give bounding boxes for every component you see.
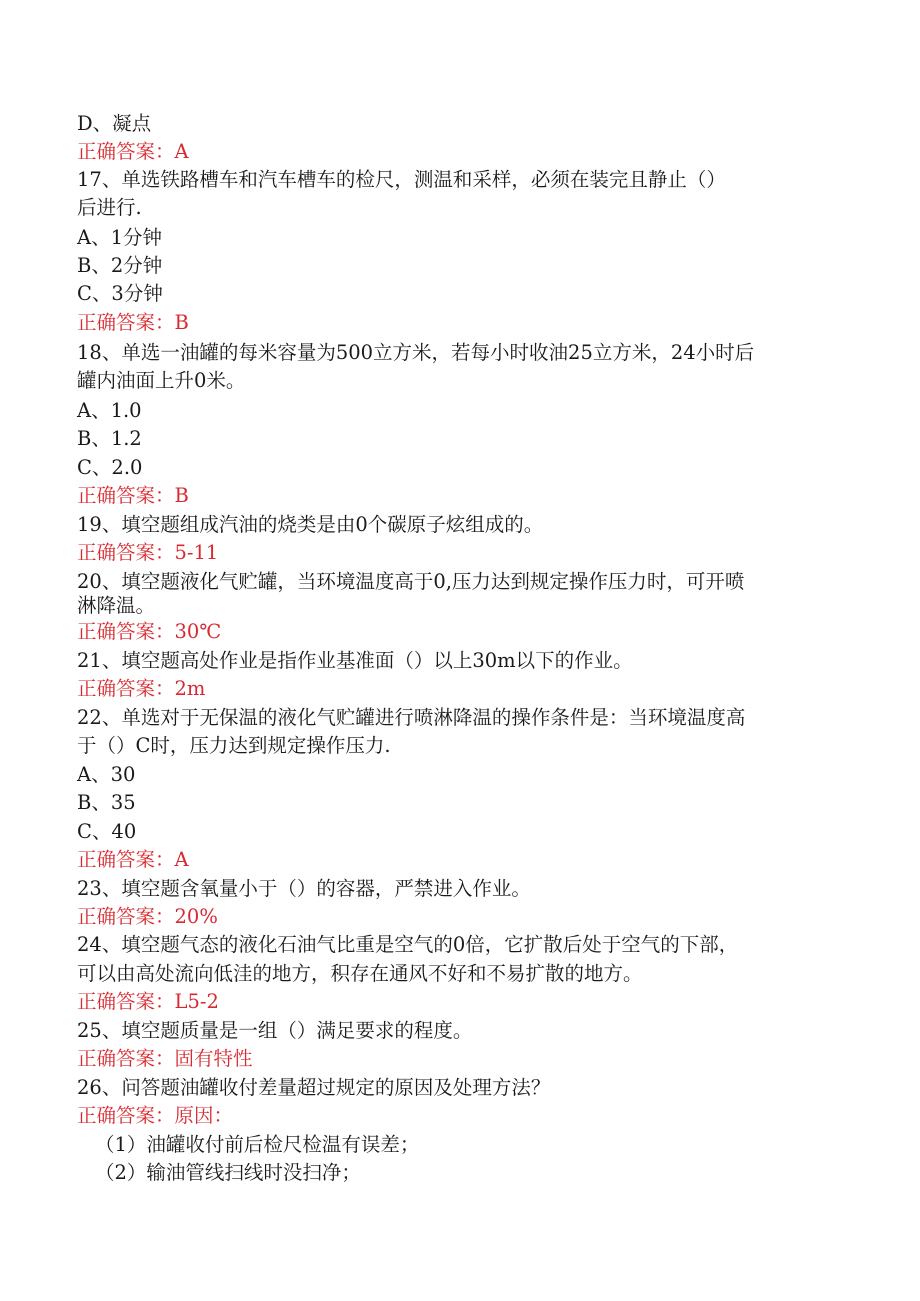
answer-line <box>77 1045 253 1073</box>
question-stem-continued: 罐内油面上升0米。 <box>77 369 246 392</box>
answer-line <box>77 675 205 703</box>
answer-value: 2m <box>174 677 206 700</box>
answer-label: 正确答案： <box>77 905 175 928</box>
answer-label: 正确答案： <box>77 1104 175 1127</box>
answer-label: 正确答案： <box>77 541 175 564</box>
answer-label: 正确答案： <box>77 677 175 700</box>
option-a: A、1分钟 <box>77 226 162 249</box>
answer-value: 30℃ <box>174 620 222 643</box>
question-stem-continued: 可以由高处流向低洼的地方，积存在通风不好和不易扩散的地方。 <box>77 962 643 985</box>
answer-label: 正确答案： <box>77 484 175 507</box>
option-b: B、2分钟 <box>77 254 163 277</box>
answer-value: 原因： <box>174 1104 234 1127</box>
answer-value: A <box>174 848 189 871</box>
question-stem: 22、单选对于无保温的液化气贮罐进行喷淋降温的操作条件是：当环境温度高 <box>77 706 746 729</box>
option-b: B、35 <box>77 791 136 814</box>
answer-line <box>77 1102 233 1130</box>
question-stem: 26、问答题油罐收付差量超过规定的原因及处理方法？ <box>77 1076 551 1099</box>
question-stem-continued: 于（）C时，压力达到规定操作压力. <box>77 734 391 757</box>
answer-value: 5-11 <box>174 541 219 564</box>
answer-line <box>77 482 189 510</box>
answer-label: 正确答案： <box>77 620 175 643</box>
option-c: C、2.0 <box>77 456 143 479</box>
option-d: D、凝点 <box>77 112 152 135</box>
answer-value: 固有特性 <box>174 1047 253 1070</box>
question-stem: 23、填空题含氧量小于（）的容器，严禁进入作业。 <box>77 877 531 900</box>
option-c: C、3分钟 <box>77 282 163 305</box>
answer-line <box>77 539 218 567</box>
question-stem: 21、填空题高处作业是指作业基准面（）以上30m以下的作业。 <box>77 649 633 672</box>
answer-value: B <box>174 484 189 507</box>
answer-label: 正确答案： <box>77 311 175 334</box>
answer-value: B <box>174 311 189 334</box>
answer-value: L5-2 <box>174 990 219 1013</box>
option-b: B、1.2 <box>77 427 142 450</box>
answer-label: 正确答案： <box>77 140 175 163</box>
question-stem: 19、填空题组成汽油的烧类是由0个碳原子炫组成的。 <box>77 513 544 536</box>
answer-line <box>77 846 189 874</box>
option-c: C、40 <box>77 820 137 843</box>
question-stem: 17、单选铁路槽车和汽车槽车的检尺，测温和采样，必须在装完且静止（） <box>77 168 726 191</box>
option-a: A、1.0 <box>77 399 142 422</box>
answer-label: 正确答案： <box>77 1047 175 1070</box>
answer-list-item: （2）输油管线扫线时没扫净； <box>95 1161 361 1184</box>
answer-value: A <box>174 140 189 163</box>
answer-line <box>77 988 219 1016</box>
answer-line <box>77 618 221 646</box>
answer-line <box>77 903 218 931</box>
answer-list-item: （1）油罐收付前后检尺检温有误差； <box>95 1133 420 1156</box>
question-stem: 24、填空题气态的液化石油气比重是空气的0倍，它扩散后处于空气的下部， <box>77 933 739 956</box>
question-stem: 20、填空题液化气贮罐，当环境温度高于0,压力达到规定操作压力时，可开喷 <box>77 570 745 593</box>
question-stem-continued: 淋降温。 <box>77 594 156 617</box>
answer-label: 正确答案： <box>77 848 175 871</box>
answer-value: 20% <box>174 905 218 928</box>
question-stem: 25、填空题质量是一组（）满足要求的程度。 <box>77 1019 473 1042</box>
answer-line <box>77 309 189 337</box>
question-stem: 18、单选一油罐的每米容量为500立方米，若每小时收油25立方米，24小时后 <box>77 341 755 364</box>
option-a: A、30 <box>77 763 136 786</box>
question-stem-continued: 后进行. <box>77 196 142 219</box>
answer-label: 正确答案： <box>77 990 175 1013</box>
answer-line <box>77 138 189 166</box>
